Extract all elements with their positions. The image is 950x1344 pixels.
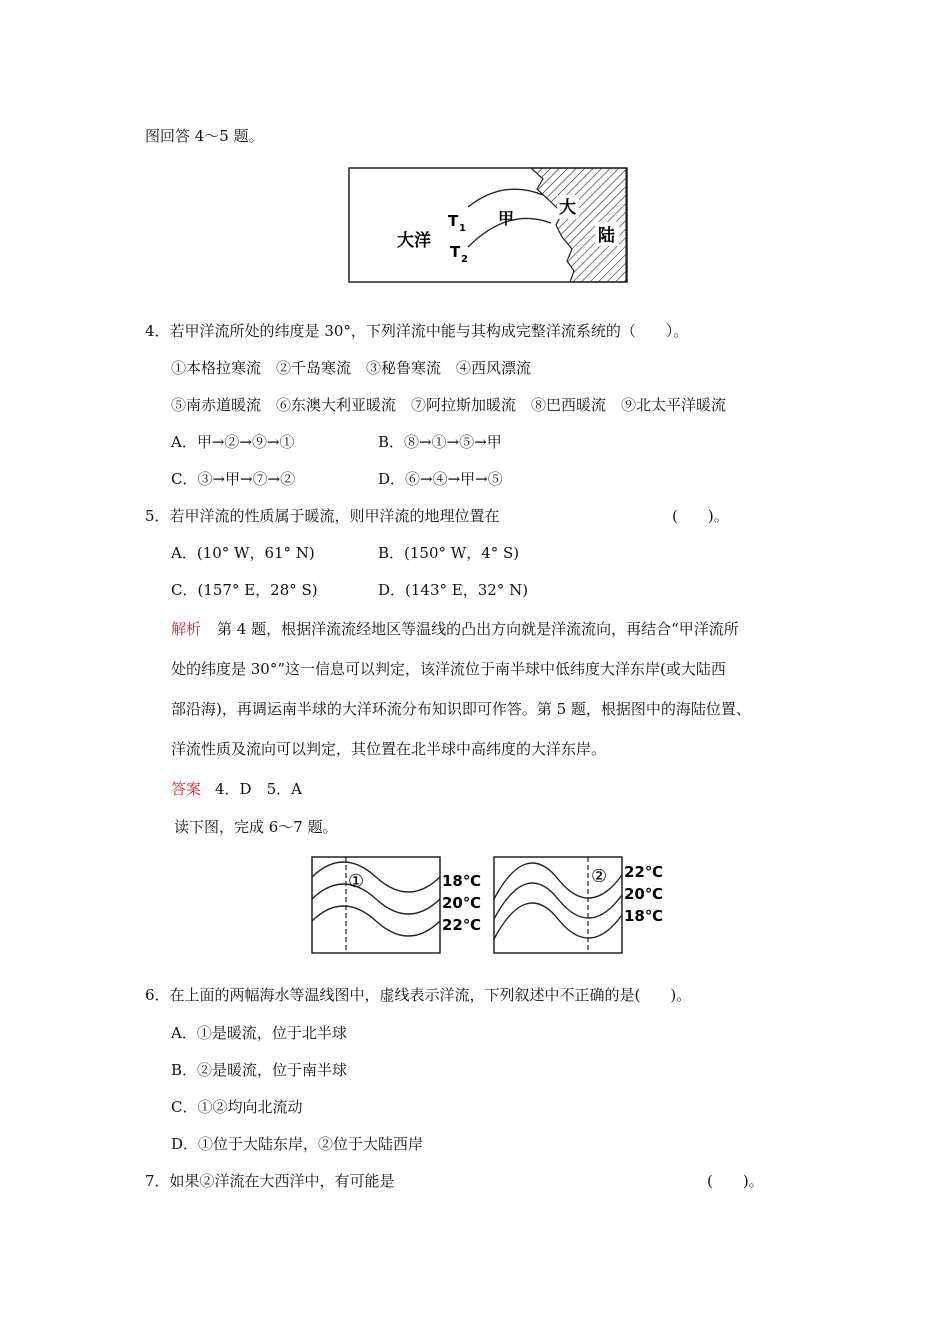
- q4-choice-b: B．⑧→①→⑤→甲: [378, 433, 502, 451]
- q5-choice-d: D．(143° E，32° N): [378, 581, 529, 599]
- q5-choice-a: A．(10° W，61° N): [171, 544, 315, 562]
- q6-choice-d: D．①位于大陆东岸，②位于大陆西岸: [171, 1135, 424, 1153]
- q6-choice-c: C．①②均向北流动: [171, 1098, 303, 1116]
- figure-1-svg: [348, 167, 628, 283]
- q5-choice-c: C．(157° E，28° S): [171, 581, 318, 599]
- q4-options-line1: ①本格拉寒流 ②千岛寒流 ③秘鲁寒流 ④西风漂流: [171, 359, 532, 377]
- q4-options-line2: ⑤南赤道暖流 ⑥东澳大利亚暖流 ⑦阿拉斯加暖流 ⑧巴西暖流 ⑨北太平洋暖流: [171, 396, 727, 414]
- right-current-marker: ②: [591, 866, 608, 887]
- t1-subscript: 1: [459, 223, 466, 234]
- q7-answer-blank: ( )。: [707, 1172, 764, 1190]
- analysis-line2: 处的纬度是 30°”这一信息可以判定，该洋流位于南半球中低纬度大洋东岸(或大陆西: [171, 660, 726, 678]
- analysis-line4: 洋流性质及流向可以判定，其位置在北半球中高纬度的大洋东岸。: [171, 740, 607, 758]
- answer-label: 答案: [171, 780, 202, 798]
- land-label-lu: 陆: [598, 226, 615, 246]
- q6-choice-b: B．②是暖流，位于南半球: [171, 1061, 348, 1079]
- analysis-text-1: 第 4 题，根据洋流流经地区等温线的凸出方向就是洋流流向，再结合“甲洋流所: [217, 620, 739, 638]
- figure-isotherm-diagrams: [310, 855, 670, 955]
- left-label-18: 18℃: [442, 872, 482, 890]
- current-label-jia: 甲: [498, 209, 515, 228]
- answer-line: [171, 779, 302, 799]
- left-panel-frame: [312, 857, 440, 953]
- q4-choice-d: D．⑥→④→甲→⑤: [378, 470, 503, 488]
- q5-choice-b: B．(150° W，4° S): [378, 544, 520, 562]
- figure-ocean-current-map: [348, 167, 628, 283]
- land-label-da: 大: [559, 198, 576, 218]
- t2-subscript: 2: [461, 254, 468, 265]
- analysis-line3: 部沿海)，再调运南半球的大洋环流分布知识即可作答。第 5 题，根据图中的海陆位置、: [171, 700, 751, 718]
- right-label-18: 18℃: [624, 907, 664, 925]
- q4-choice-a: A．甲→②→⑨→①: [171, 433, 295, 451]
- right-label-20: 20℃: [624, 885, 664, 903]
- ocean-label: 大洋: [397, 231, 431, 251]
- q4-choice-c: C．③→甲→⑦→②: [171, 470, 296, 488]
- left-label-20: 20℃: [442, 894, 482, 912]
- intro-questions-6-7: 读下图，完成 6～7 题。: [174, 818, 338, 836]
- intro-questions-4-5: 图回答 4～5 题。: [145, 127, 264, 145]
- analysis-line1: [171, 619, 739, 639]
- q6-stem: 6．在上面的两幅海水等温线图中，虚线表示洋流，下列叙述中不正确的是( )。: [145, 986, 692, 1004]
- answer-text: 4．D 5．A: [215, 780, 302, 798]
- figure-2-svg: [310, 855, 670, 955]
- right-label-22: 22℃: [624, 863, 664, 881]
- q7-stem: 7．如果②洋流在大西洋中，有可能是: [145, 1172, 395, 1190]
- left-current-marker: ①: [348, 871, 365, 892]
- q4-stem: 4．若甲洋流所处的纬度是 30°，下列洋流中能与其构成完整洋流系统的（ ）。: [145, 322, 689, 340]
- analysis-label: 解析: [171, 620, 202, 638]
- q6-choice-a: A．①是暖流，位于北半球: [171, 1024, 347, 1042]
- q5-answer-blank: ( )。: [672, 507, 729, 525]
- left-label-22: 22℃: [442, 916, 482, 934]
- q5-stem: 5．若甲洋流的性质属于暖流，则甲洋流的地理位置在: [145, 507, 500, 525]
- t1-label: T: [448, 212, 459, 230]
- t2-label: T: [450, 243, 461, 261]
